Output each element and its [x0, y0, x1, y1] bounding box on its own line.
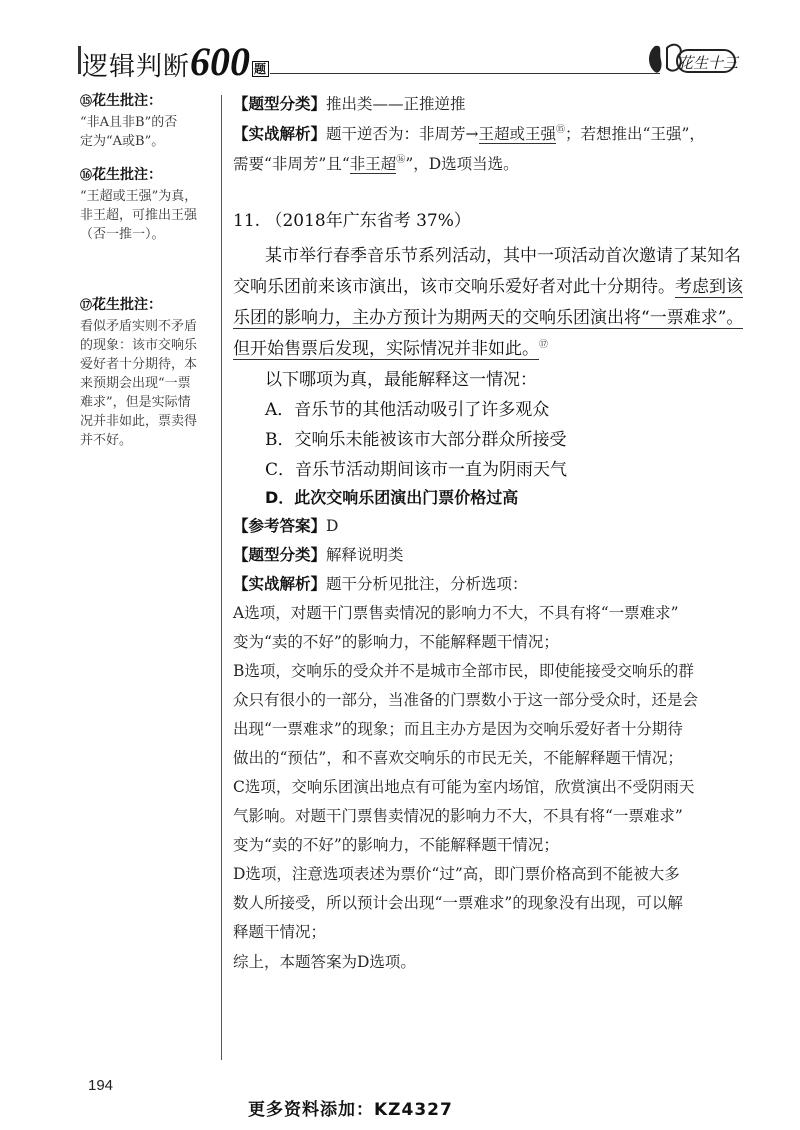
analysis-line: B选项，交响乐的受众并不是城市全部市民，即使能接受交响乐的群	[233, 662, 694, 680]
analysis-line: 变为“卖的不好”的影响力，不能解释题干情况；	[233, 836, 559, 854]
book-title-text: 逻辑判断	[82, 52, 191, 82]
note-line: “非A且非B”的否	[80, 115, 178, 130]
note-line: “王超或王强”为真，	[80, 189, 198, 204]
note-line: 的现象：该市交响乐	[80, 338, 198, 353]
analysis-line: 出现“一票难求”的现象；而且主办方是因为交响乐爱好者十分期待	[233, 720, 683, 738]
book-title-number: 600	[190, 39, 251, 84]
prev-type-line: 【题型分类】推出类——正推逆推	[233, 95, 466, 113]
note-title: ⑯花生批注：	[80, 167, 163, 183]
analysis-intro: 【实战解析】题干分析见批注，分析选项：	[233, 575, 528, 593]
page-number: 194	[88, 1077, 114, 1094]
sidebar-note-17	[80, 296, 215, 450]
analysis-line: C选项，交响乐团演出地点有可能为室内场馆，欣赏演出不受阴雨天	[233, 778, 695, 796]
note-line: 看似矛盾实则不矛盾	[80, 319, 198, 334]
footer-ad-text: 更多资料添加：KZ4327	[248, 1100, 453, 1120]
note-title: ⑮花生批注：	[80, 93, 163, 109]
note-line: 难求”，但是实际情	[80, 395, 191, 410]
analysis-line: 做出的“预估”，和不喜欢交响乐的市民无关，不能解释题干情况；	[233, 749, 683, 767]
option-c: C．音乐节活动期间该市一直为阴雨天气	[265, 460, 568, 480]
header-bar	[78, 46, 81, 74]
header-rule	[270, 73, 660, 74]
note-line: 况并非如此，票卖得	[80, 414, 198, 429]
prev-analysis-line-2: 需要“非周芳”且“非王超⑯”，D选项当选。	[233, 155, 519, 173]
note-line: （否一推一）。	[80, 227, 165, 242]
book-title-suffix: 题	[254, 62, 268, 76]
note-line: 来预期会出现“一票	[80, 376, 191, 391]
option-b: B．交响乐未能被该市大部分群众所接受	[265, 430, 567, 450]
note-line: 定为“A或B”。	[80, 134, 165, 149]
answer-line: 【参考答案】D	[233, 517, 339, 535]
stem-line: 乐团的影响力，主办方预计为期两天的交响乐团演出将“一票难求”。	[233, 308, 744, 328]
analysis-line: 气影响。对题干门票售卖情况的影响力不大，不具有将“一票难求”	[233, 807, 683, 825]
option-a: A．音乐节的其他活动吸引了许多观众	[265, 400, 550, 420]
stem-line: 某市举行春季音乐节系列活动，其中一项活动首次邀请了某知名	[265, 246, 741, 266]
analysis-line: 众只有很小的一部分，当准备的门票数小于这一部分受众时，还是会	[233, 691, 699, 709]
analysis-line: 数人所接受，所以预计会出现“一票难求”的现象没有出现，可以解	[233, 894, 683, 912]
book-title	[82, 38, 269, 85]
logo-text: 花生十三	[678, 54, 739, 72]
prev-analysis-line-1: 【实战解析】题干逆否为：非周芳→王超或王强⑮；若想推出“王强”，	[233, 125, 705, 143]
sidebar-note-16	[80, 166, 215, 244]
analysis-line: 变为“卖的不好”的影响力，不能解释题干情况；	[233, 633, 559, 651]
note-line: 非王超，可推出王强	[80, 208, 198, 223]
margin-divider	[221, 95, 222, 1060]
note-line: 并不好。	[80, 433, 133, 448]
analysis-line: D选项，注意选项表述为票价“过”高，即门票价格高到不能被大多	[233, 865, 680, 883]
analysis-line: 释题干情况；	[233, 923, 327, 941]
note-line: 爱好者十分期待，本	[80, 357, 198, 372]
analysis-line: 综上，本题答案为D选项。	[233, 953, 416, 971]
sidebar-note-15	[80, 92, 215, 151]
question-heading: 11. （2018年广东省考 37%）	[233, 211, 471, 231]
stem-line: 交响乐团前来该市演出，该市交响乐爱好者对此十分期待。考虑到该	[233, 277, 743, 297]
stem-line: 但开始售票后发现，实际情况并非如此。⑰	[233, 339, 549, 359]
question-prompt: 以下哪项为真，最能解释这一情况：	[265, 370, 537, 390]
note-title: ⑰花生批注：	[80, 297, 163, 313]
option-d: D．此次交响乐团演出门票价格过高	[265, 488, 519, 507]
analysis-line: A选项，对题干门票售卖情况的影响力不大，不具有将“一票难求”	[233, 604, 679, 622]
type-line: 【题型分类】解释说明类	[233, 546, 404, 564]
